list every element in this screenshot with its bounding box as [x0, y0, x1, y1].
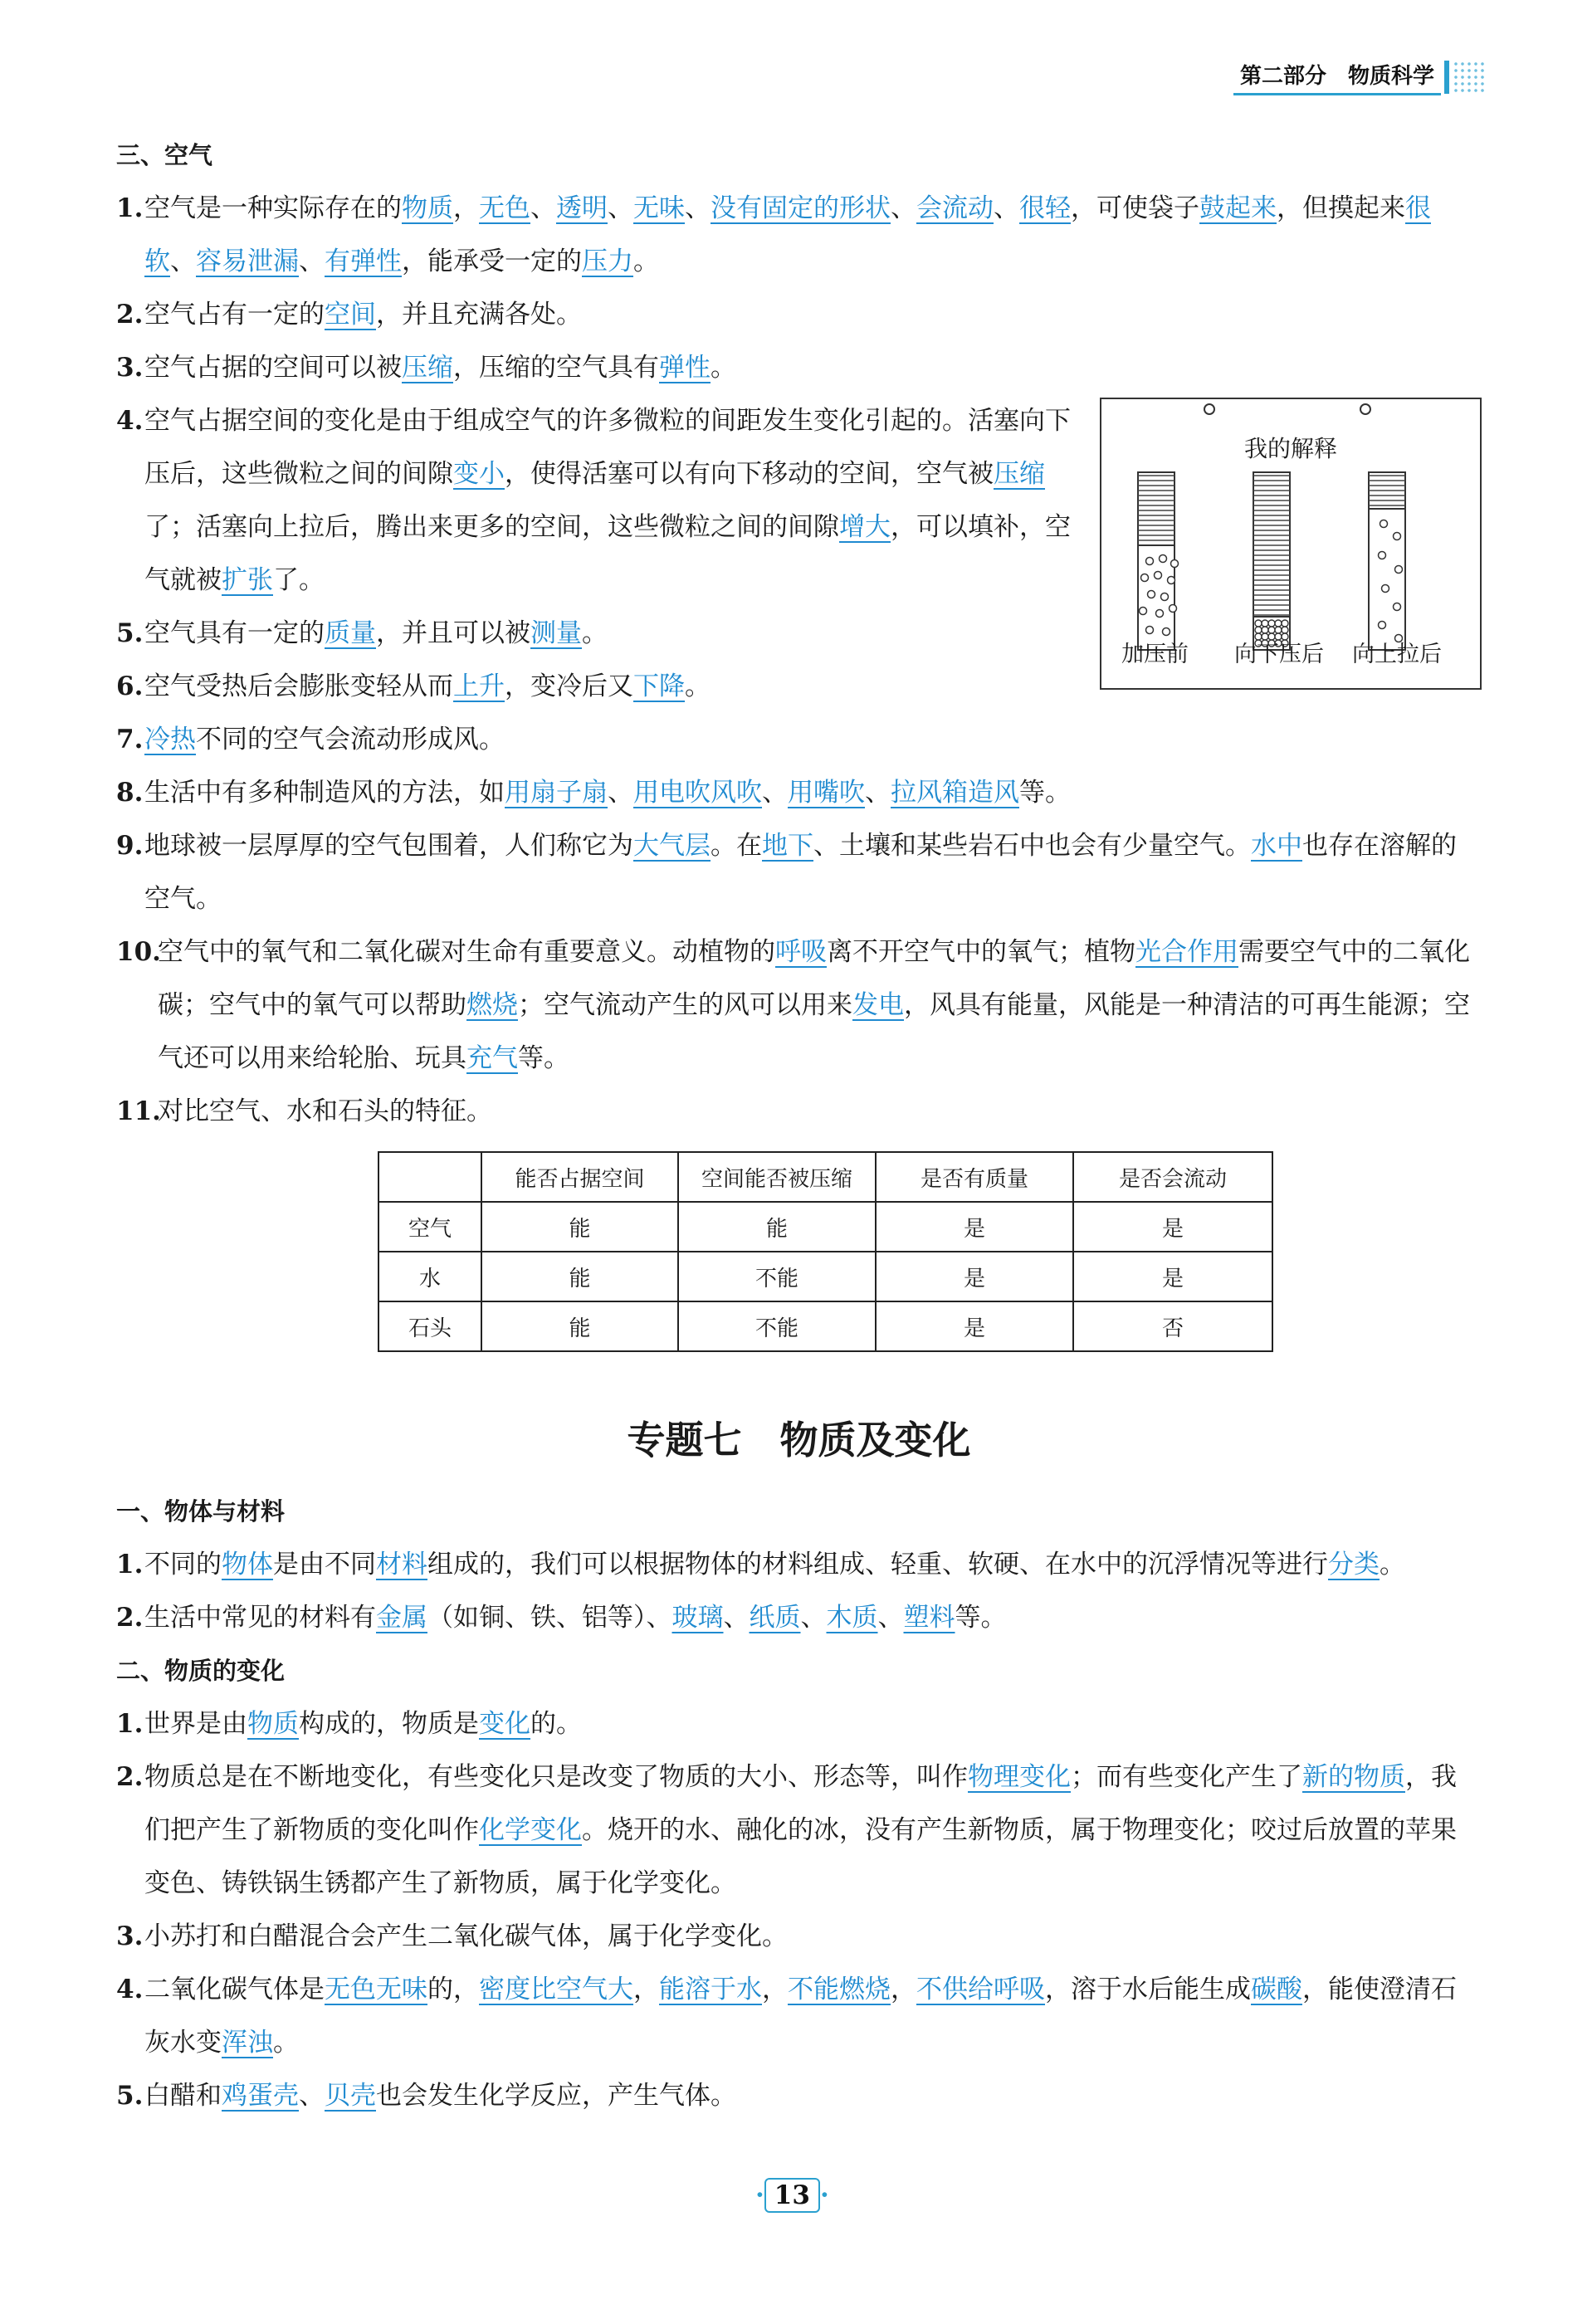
page-content	[116, 129, 1482, 2122]
list-item	[116, 1085, 1482, 1138]
table-cell: 石头	[378, 1301, 481, 1351]
item-text: ，	[891, 1975, 916, 2004]
page-number-box: 13	[764, 2178, 820, 2213]
table-cell: 能	[481, 1202, 678, 1252]
answer-blank: 燃烧	[466, 990, 518, 1020]
item-text: ；空气流动产生的风可以用来	[518, 990, 852, 1020]
table-header-cell: 空间能否被压缩	[678, 1152, 876, 1202]
item-text: ，变冷后又	[505, 671, 633, 701]
item-number: 6.	[116, 671, 144, 701]
figure-caption: 加压前	[1121, 642, 1189, 667]
item-text: 、	[299, 247, 325, 276]
table-cell: 否	[1073, 1301, 1272, 1351]
item-text: 了；活塞向上拉后，腾出来更多的空间，这些微粒之间的间隙	[144, 512, 839, 542]
item-text: 也会发生化学反应，产生气体。	[376, 2081, 736, 2111]
list-item	[116, 766, 1482, 819]
answer-blank: 纸质	[749, 1603, 801, 1633]
air-particle	[1380, 520, 1388, 528]
table-row	[378, 1252, 1272, 1301]
item-text: 、	[608, 778, 633, 808]
item-text: ，并且充满各处。	[376, 300, 582, 330]
answer-blank: 金属	[376, 1603, 427, 1633]
answer-blank: 贝壳	[325, 2081, 376, 2111]
item-text: 等。	[955, 1603, 1007, 1633]
answer-blank: 扩张	[222, 565, 273, 595]
answer-blank: 化学变化	[479, 1815, 582, 1845]
table-row	[378, 1202, 1272, 1252]
table-cell: 是	[876, 1202, 1073, 1252]
list-item	[116, 1910, 1482, 1963]
item-text: 、	[865, 778, 891, 808]
table-header-cell: 是否会流动	[1073, 1152, 1272, 1202]
answer-blank: 鸡蛋壳	[222, 2081, 299, 2111]
air-particle	[1382, 585, 1389, 593]
answer-blank: 变化	[479, 1709, 530, 1739]
item-text: 世界是由	[144, 1709, 247, 1739]
item-text: 、	[877, 1603, 904, 1633]
list-item	[116, 819, 1482, 925]
answer-blank: 无色	[479, 193, 530, 223]
item-text: 需要空气中的二氧化碳；空气中的氧气可以帮助	[158, 937, 1470, 1020]
item-text: 、	[891, 193, 916, 223]
item-number: 3.	[116, 353, 144, 383]
list-item	[116, 1963, 1482, 2069]
table-cell: 能	[481, 1252, 678, 1301]
item-text: 、	[762, 778, 788, 808]
item-text: 组成的，我们可以根据物体的材料组成、轻重、软硬、在水中的沉浮情况等进行	[427, 1550, 1328, 1579]
table-cell: 是	[876, 1301, 1073, 1351]
hole-icon	[1204, 404, 1214, 414]
item-text: 。	[633, 247, 659, 276]
item-number: 2.	[116, 1762, 144, 1792]
answer-blank: 用嘴吹	[788, 778, 865, 808]
item-text: 。	[582, 618, 608, 648]
answer-blank: 物理变化	[968, 1762, 1071, 1792]
item-text: 空气占有一定的	[144, 300, 325, 330]
item-number: 5.	[116, 618, 144, 648]
list-item	[116, 1750, 1482, 1910]
item-text: 的，	[427, 1975, 479, 2004]
answer-blank: 压缩	[402, 353, 453, 383]
item-text: 空气占据空间的变化是由于组成空气的许多微粒的间距发生变化引起的。活塞向下压后，这些微粒之间的间隙	[144, 406, 1071, 489]
answer-blank: 大气层	[633, 831, 711, 861]
item-text: 二氧化碳气体是	[144, 1975, 325, 2004]
table-cell: 不能	[678, 1252, 876, 1301]
air-particle	[1141, 574, 1149, 582]
air-particle	[1146, 558, 1154, 565]
answer-blank: 玻璃	[671, 1603, 724, 1633]
header-part: 第二部分	[1239, 64, 1326, 89]
list-item	[116, 1538, 1482, 1591]
answer-blank: 塑料	[903, 1603, 955, 1633]
item-text: 空气是一种实际存在的	[144, 193, 402, 223]
item-text: ，能承受一定的	[402, 247, 582, 276]
answer-blank: 呼吸	[775, 937, 827, 967]
item-number: 11.	[116, 1096, 161, 1126]
list-item	[116, 2069, 1482, 2122]
item-text: 、	[299, 2081, 325, 2111]
figure-title: 我的解释	[1243, 435, 1337, 462]
item-text: 、	[170, 247, 196, 276]
item-text: 。烧开的水、融化的冰，没有产生新物质，属于物理变化；咬过后放置的苹果变色、铸铁锅生锈都产生了新物质，属于化学变化。	[144, 1815, 1457, 1898]
answer-blank: 下降	[633, 671, 685, 701]
answer-blank: 能溶于水	[659, 1975, 762, 2004]
answer-blank: 会流动	[916, 193, 994, 223]
table-cell: 能	[481, 1301, 678, 1351]
section-title-air: 三、空气	[116, 141, 213, 169]
page-number: · 13 ·	[755, 2178, 829, 2213]
item-text: 构成的，物质是	[299, 1709, 479, 1739]
item-text: 。	[1380, 1550, 1405, 1579]
section-title-material: 一、物体与材料	[116, 1497, 286, 1526]
item-number: 5.	[116, 2081, 144, 2111]
answer-blank: 不能燃烧	[788, 1975, 891, 2004]
list-item	[116, 925, 1482, 1085]
item-text: 对比空气、水和石头的特征。	[158, 1096, 492, 1126]
comparison-table	[378, 1151, 1273, 1352]
item-text: 不同的空气会流动形成风。	[196, 725, 505, 754]
air-particle	[1155, 572, 1162, 579]
item-text: 小苏打和白醋混合会产生二氧化碳气体，属于化学变化。	[144, 1921, 788, 1951]
table-header-cell: 是否有质量	[876, 1152, 1073, 1202]
air-items	[116, 182, 1482, 1138]
item-number: 1.	[116, 193, 144, 223]
section-title-change: 二、物质的变化	[116, 1657, 286, 1685]
item-text: ，我们把产生了新物质的变化叫作	[144, 1762, 1457, 1845]
air-particle	[1394, 533, 1401, 540]
item-text: 等。	[1019, 778, 1071, 808]
item-text: 等。	[518, 1043, 569, 1073]
item-number: 1.	[116, 1709, 144, 1739]
item-number: 7.	[116, 725, 144, 754]
item-text: 。	[711, 353, 736, 383]
item-text: 离不开空气中的氧气；植物	[827, 937, 1135, 967]
answer-blank: 发电	[852, 990, 904, 1020]
air-particle	[1379, 552, 1386, 559]
item-text: ，溶于水后能生成	[1045, 1975, 1251, 2004]
table-cell: 水	[378, 1252, 481, 1301]
item-text: 。	[685, 671, 711, 701]
header-subject: 物质科学	[1347, 64, 1434, 89]
answer-blank: 用电吹风吹	[633, 778, 762, 808]
table-header-cell	[378, 1152, 481, 1202]
change-items	[116, 1697, 1482, 2122]
answer-blank: 物质	[402, 193, 453, 223]
air-particle	[1171, 560, 1179, 568]
table-cell: 能	[678, 1202, 876, 1252]
item-text: 白醋和	[144, 2081, 222, 2111]
topic-heading	[116, 1410, 1482, 1465]
answer-blank: 物质	[247, 1709, 299, 1739]
answer-blank: 地下	[762, 831, 813, 861]
list-item	[116, 713, 1482, 766]
answer-blank: 充气	[466, 1043, 518, 1073]
answer-blank: 木质	[826, 1603, 878, 1633]
item-text: ，但摸起来	[1277, 193, 1405, 223]
item-text: ，风具有能量，风能是一种清洁的可再生能源；空气还可以用来给轮胎、玩具	[158, 990, 1470, 1073]
item-text: 地球被一层厚厚的空气包围着，人们称它为	[144, 831, 633, 861]
item-text: 、	[994, 193, 1019, 223]
topic-name: 物质及变化	[779, 1418, 971, 1462]
answer-blank: 没有固定的形状	[711, 193, 891, 223]
list-item	[116, 660, 1482, 713]
table-cell: 不能	[678, 1301, 876, 1351]
item-text: 物质总是在不断地变化，有些变化只是改变了物质的大小、形态等，叫作	[144, 1762, 968, 1792]
item-number: 10.	[116, 937, 161, 967]
running-header	[1233, 58, 1486, 96]
air-particle	[1395, 566, 1403, 574]
answer-blank: 容易泄漏	[196, 247, 299, 276]
answer-blank: 碳酸	[1251, 1975, 1302, 2004]
answer-blank: 有弹性	[325, 247, 402, 276]
item-number: 2.	[116, 300, 144, 330]
answer-blank: 浑浊	[222, 2028, 273, 2058]
answer-blank: 用扇子扇	[505, 778, 608, 808]
item-text: 生活中常见的材料有	[144, 1603, 376, 1633]
item-text: ，并且可以被	[376, 618, 530, 648]
header-accent-bar	[1444, 61, 1449, 94]
air-particle	[1160, 555, 1167, 563]
item-text: 、	[530, 193, 556, 223]
air-particle	[1168, 577, 1175, 584]
table-cell: 是	[1073, 1252, 1272, 1301]
item-text: ，可以填补，空气就被	[144, 512, 1071, 595]
table-header-cell: 能否占据空间	[481, 1152, 678, 1202]
answer-blank: 物体	[222, 1550, 273, 1579]
item-text: 了。	[273, 565, 325, 595]
item-text: 不同的	[144, 1550, 222, 1579]
answer-blank: 材料	[376, 1550, 427, 1579]
item-text: 也存在溶解的空气。	[144, 831, 1457, 914]
table-cell: 是	[876, 1252, 1073, 1301]
answer-blank: 测量	[530, 618, 582, 648]
item-text: 、	[608, 193, 633, 223]
table-header-row	[378, 1152, 1272, 1202]
item-number: 2.	[116, 1603, 144, 1633]
answer-blank: 无味	[633, 193, 685, 223]
answer-blank: 光合作用	[1135, 937, 1238, 967]
list-item	[116, 182, 1482, 288]
list-item	[116, 1697, 1482, 1750]
item-text: 、	[800, 1603, 827, 1633]
item-text: 空气中的氧气和二氧化碳对生命有重要意义。动植物的	[158, 937, 775, 967]
answer-blank: 新的物质	[1302, 1762, 1405, 1792]
answer-blank: 增大	[839, 512, 891, 542]
answer-blank: 质量	[325, 618, 376, 648]
item-text: ，	[633, 1975, 659, 2004]
figure-caption: 向上拉后	[1352, 642, 1442, 667]
item-text: 空气占据的空间可以被	[144, 353, 402, 383]
list-item	[116, 1591, 1482, 1644]
item-text: 、	[685, 193, 711, 223]
item-text: ；而有些变化产生了	[1071, 1762, 1302, 1792]
answer-blank: 鼓起来	[1199, 193, 1277, 223]
answer-blank: 弹性	[659, 353, 711, 383]
item-text: ，	[453, 193, 479, 223]
item-text: 空气受热后会膨胀变轻从而	[144, 671, 453, 701]
list-item	[116, 607, 1482, 660]
list-item	[116, 341, 1482, 394]
air-particle	[1161, 593, 1169, 601]
item-number: 4.	[116, 406, 144, 436]
list-item	[116, 288, 1482, 341]
item-text: 、土壤和某些岩石中也会有少量空气。	[813, 831, 1251, 861]
header-dot-pattern	[1453, 61, 1486, 94]
answer-blank: 很轻	[1019, 193, 1071, 223]
answer-blank: 空间	[325, 300, 376, 330]
item-text: 生活中有多种制造风的方法，如	[144, 778, 505, 808]
air-particle	[1148, 591, 1155, 598]
item-text: ，使得活塞可以有向下移动的空间，空气被	[505, 459, 994, 489]
item-text: ，能使澄清石灰水变	[144, 1975, 1457, 2058]
answer-blank: 拉风箱造风	[891, 778, 1019, 808]
item-number: 9.	[116, 831, 144, 861]
item-number: 1.	[116, 1550, 144, 1579]
item-text: ，可使袋子	[1071, 193, 1199, 223]
answer-blank: 透明	[556, 193, 608, 223]
answer-blank: 压力	[582, 247, 633, 276]
item-text: 、	[723, 1603, 750, 1633]
answer-blank: 分类	[1328, 1550, 1380, 1579]
table-cell: 是	[1073, 1202, 1272, 1252]
item-number: 8.	[116, 778, 144, 808]
answer-blank: 密度比空气大	[479, 1975, 633, 2004]
answer-blank: 水中	[1251, 831, 1302, 861]
answer-blank: 不供给呼吸	[916, 1975, 1045, 2004]
answer-blank: 很软	[144, 193, 1431, 276]
answer-blank: 无色无味	[325, 1975, 427, 2004]
item-text: 。在	[711, 831, 762, 861]
item-text: 。	[273, 2028, 299, 2058]
table-row	[378, 1301, 1272, 1351]
item-number: 4.	[116, 1975, 144, 2004]
answer-blank: 冷热	[144, 725, 196, 754]
material-items	[116, 1538, 1482, 1644]
answer-blank: 压缩	[994, 459, 1045, 489]
figure-caption: 向下压后	[1234, 642, 1324, 667]
item-text: 的。	[530, 1709, 582, 1739]
answer-blank: 上升	[453, 671, 505, 701]
table-cell: 空气	[378, 1202, 481, 1252]
item-text: （如铜、铁、铝等）、	[427, 1603, 672, 1633]
item-text: ，压缩的空气具有	[453, 353, 659, 383]
topic-label: 专题七	[627, 1418, 742, 1462]
answer-blank: 变小	[453, 459, 505, 489]
item-number: 3.	[116, 1921, 144, 1951]
item-text: 是由不同	[273, 1550, 376, 1579]
item-text: ，	[762, 1975, 788, 2004]
item-text: 空气具有一定的	[144, 618, 325, 648]
hole-icon	[1360, 404, 1370, 414]
